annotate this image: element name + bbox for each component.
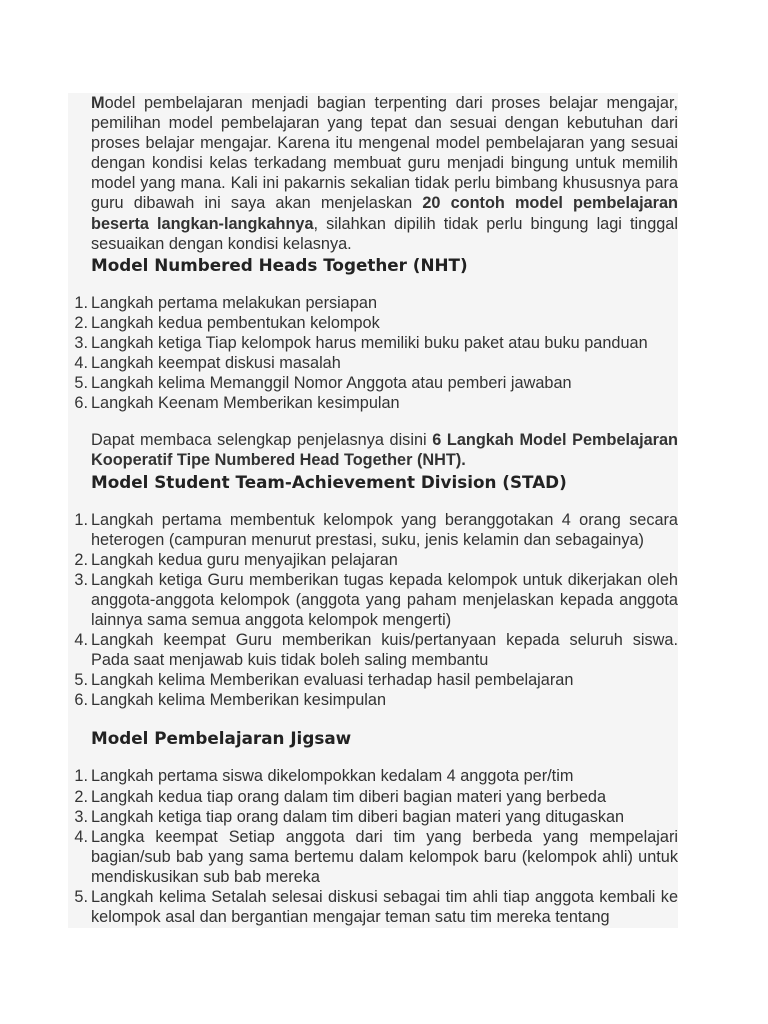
nht-note-link[interactable]: 6 Langkah Model Pembelajaran Kooperatif Tipe Numbered Head Together (NHT). — [91, 431, 678, 470]
heading-jigsaw: Model Pembelajaran Jigsaw — [91, 728, 352, 749]
list-item — [74, 393, 678, 413]
list-item-number: 1. — [74, 767, 88, 786]
list-item-number: 2. — [74, 550, 88, 569]
heading-nht: Model Numbered Heads Together (NHT) — [91, 254, 468, 275]
article-body — [74, 93, 678, 927]
list-item-number: 5. — [74, 888, 88, 906]
heading-stad: Model Student Team-Achievement Division (STAD) — [91, 471, 567, 492]
list-item-text: Langkah kelima Memberikan kesimpulan — [91, 691, 387, 710]
spacer — [91, 493, 678, 510]
spacer — [91, 413, 678, 430]
list-item-number: 5. — [74, 374, 88, 393]
list-item-text: Langkah ketiga tiap orang dalam tim diberi bagian materi yang ditugaskan — [91, 807, 625, 826]
list-item-number: 6. — [74, 691, 88, 710]
list-item — [74, 766, 678, 786]
list-item-text: Langkah pertama melakukan persiapan — [91, 293, 378, 312]
list-item-text: Langkah kedua guru menyajikan pelajaran — [91, 550, 398, 569]
nht-note-text: Dapat membaca selengkap penjelasnya disini — [91, 431, 433, 450]
list-item — [74, 807, 678, 827]
list-item — [74, 550, 678, 570]
drop-cap: M — [91, 94, 105, 112]
list-item-text: Langkah keempat Guru memberikan kuis/pertanyaan kepada seluruh siswa. Pada saat menjawab kuis tidak boleh saling membantu — [91, 631, 678, 670]
list-item-text: Langkah kedua tiap orang dalam tim diberi bagian materi yang berbeda — [91, 787, 607, 806]
list-item-number: 4. — [74, 354, 88, 373]
list-item-number: 1. — [74, 293, 88, 312]
intro-bold-link[interactable]: 20 contoh model pembelajaran beserta langkan-langkahnya — [91, 194, 678, 233]
list-item — [74, 313, 678, 333]
list-item — [74, 827, 678, 887]
list-item — [74, 353, 678, 373]
list-item — [74, 510, 678, 550]
list-item-text: Langkah kedua pembentukan kelompok — [91, 313, 380, 332]
list-item — [74, 333, 678, 353]
list-item-number: 5. — [74, 671, 88, 690]
list-item-text: Langka keempat Setiap anggota dari tim yang berbeda yang mempelajari bagian/sub bab yang sama bertemu dalam kelompok baru (kelompok ahli) untuk mendiskusikan sub bab mereka — [91, 827, 678, 886]
list-item-text: Langkah ketiga Guru memberikan tugas kepada kelompok untuk dikerjakan oleh anggota-anggota kelompok (anggota yang paham menjelaskan kepada anggota lainnya sama semua anggota kelompok mengerti) — [91, 570, 678, 629]
list-item-number: 4. — [74, 631, 88, 650]
list-item-number: 2. — [74, 787, 88, 806]
list-jigsaw — [74, 766, 678, 927]
list-item — [74, 630, 678, 670]
list-item-number: 4. — [74, 827, 88, 846]
list-item-text: Langkah pertama siswa dikelompokkan kedalam 4 anggota per/tim — [91, 767, 574, 786]
list-item-text: Langkah ketiga Tiap kelompok harus memiliki buku paket atau buku panduan — [91, 333, 648, 352]
list-item-number: 1. — [74, 510, 88, 529]
list-stad — [74, 510, 678, 711]
list-item — [74, 887, 678, 927]
list-item-text: Langkah kelima Memanggil Nomor Anggota atau pemberi jawaban — [91, 374, 572, 393]
intro-text-b: , silahkan dipilih tidak perlu bingung lagi tinggal sesuaikan dengan kondisi kelasnya. — [91, 214, 678, 253]
list-item — [74, 690, 678, 710]
list-item-text: Langkah pertama membentuk kelompok yang beranggotakan 4 orang secara heterogen (campuran menurut prestasi, suku, jenis kelamin dan sebagainya) — [91, 510, 678, 549]
intro-paragraph — [91, 93, 678, 254]
list-item-number: 3. — [74, 570, 88, 589]
list-item — [74, 570, 678, 630]
list-item — [74, 373, 678, 393]
intro-text-a: odel pembelajaran menjadi bagian terpenting dari proses belajar mengajar, pemilihan model pembelajaran yang tepat dan sesuai dengan kebutuhan dari proses belajar mengajar. Karena itu mengenal model pembelajaran yang sesuai dengan kondisi kelas terkadang membuat guru menjadi bingung untuk memilih model yang mana. Kali ini pakarnis sekalian tidak perlu bimbang khususnya para guru dibawah ini saya akan menjelaskan — [91, 94, 678, 213]
list-item-number: 2. — [74, 313, 88, 332]
list-item — [74, 293, 678, 313]
list-item-text: Langkah kelima Memberikan evaluasi terhadap hasil pembelajaran — [91, 671, 574, 690]
nht-note — [91, 430, 678, 470]
spacer — [91, 276, 678, 293]
list-nht — [74, 293, 678, 414]
list-item — [74, 670, 678, 690]
list-item — [74, 787, 678, 807]
spacer — [91, 749, 678, 766]
list-item-text: Langkah kelima Setalah selesai diskusi sebagai tim ahli tiap anggota kembali ke kelompok asal dan bergantian mengajar teman satu tim mereka tentang — [91, 888, 678, 927]
list-item-text: Langkah keempat diskusi masalah — [91, 354, 341, 373]
list-item-number: 6. — [74, 394, 88, 413]
spacer — [91, 710, 678, 727]
list-item-text: Langkah Keenam Memberikan kesimpulan — [91, 394, 400, 413]
list-item-number: 3. — [74, 807, 88, 826]
list-item-number: 3. — [74, 333, 88, 352]
